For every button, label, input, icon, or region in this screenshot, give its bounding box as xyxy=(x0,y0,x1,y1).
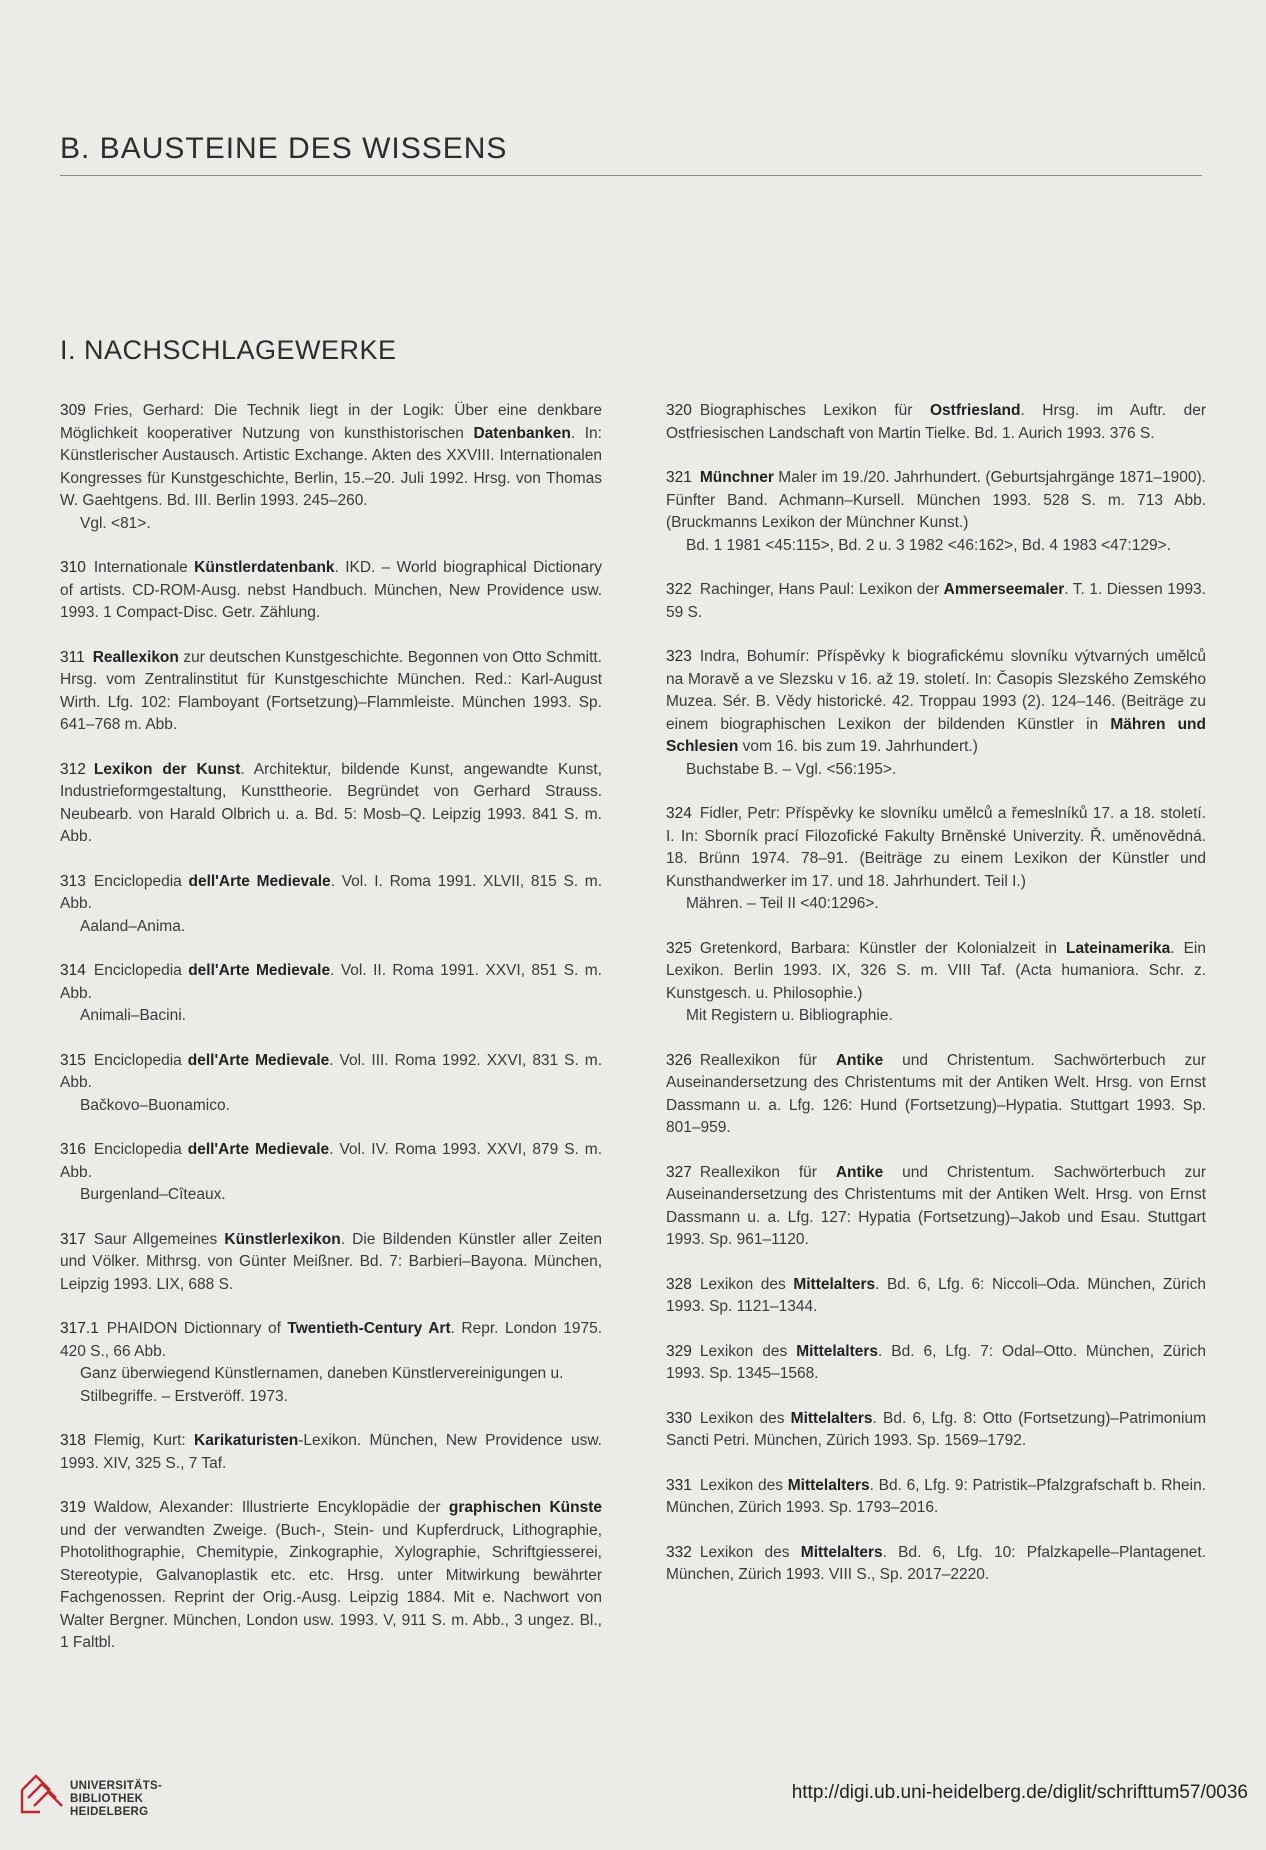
bibliography-entry xyxy=(666,467,1206,557)
bibliography-entry xyxy=(60,960,602,1028)
entry-number: 312 xyxy=(60,760,86,778)
bibliography-entry xyxy=(666,400,1206,445)
entry-number: 327 xyxy=(666,1163,692,1181)
entry-keyword: dell'Arte Medievale xyxy=(187,1141,330,1158)
subsection-title: I. NACHSCHLAGEWERKE xyxy=(60,335,397,365)
entry-text: PHAIDON Dictionnary of xyxy=(106,1320,288,1337)
entry-text: Enciclopedia xyxy=(93,1051,188,1069)
entry-text: . In: Künstlerischer Austausch. Artistic Exchange. Akten des XXVIII. Internationalen Kongresses für Kunstgeschichte, Berlin, 15.–20. Juli 1992. Hrsg. von Thomas W. Gaehtgens. Bd. III. Berlin 1993. 245–260. xyxy=(60,424,602,509)
bibliography-entry xyxy=(60,759,602,849)
entry-text: . Bd. 6, Lfg. 9: Patristik–Pfalzgrafschaft b. Rhein. München, Zürich 1993. Sp. 1793–2016. xyxy=(666,1476,1207,1516)
entry-note: Mit Registern u. Bibliographie. xyxy=(686,1007,893,1024)
entry-text: Lexikon des xyxy=(699,1543,801,1561)
bibliography-entry xyxy=(60,871,602,939)
bibliography-entry xyxy=(666,1162,1206,1252)
entry-number: 326 xyxy=(666,1051,692,1069)
entry-keyword: Mittelalters xyxy=(800,1543,883,1561)
bibliography-entry xyxy=(60,400,602,535)
entry-text: . Repr. London 1975. 420 S., 66 Abb. xyxy=(60,1320,602,1360)
entry-number: 332 xyxy=(666,1543,692,1561)
bibliography-entry xyxy=(60,1430,602,1475)
entry-text: . Hrsg. im Auftr. der Ostfriesischen Landschaft von Martin Tielke. Bd. 1. Aurich 1993. 376 S. xyxy=(666,402,1206,442)
entry-note: Ganz überwiegend Künstlernamen, daneben Künstlervereinigungen u. Stilbegriffe. – Erstveröff. 1973. xyxy=(80,1365,564,1405)
entry-text: . Vol. I. Roma 1991. XLVII, 815 S. m. Abb. xyxy=(60,872,603,912)
entry-keyword: Künstlerdatenbank xyxy=(194,559,335,576)
entry-text: Internationale xyxy=(93,559,195,576)
library-name-line: BIBLIOTHEK xyxy=(70,1793,144,1805)
entry-text: Reallexikon für xyxy=(699,1163,836,1181)
bibliography-entry xyxy=(666,1050,1206,1140)
bibliography-entry xyxy=(60,1050,602,1118)
entry-text: . Bd. 6, Lfg. 8: Otto (Fortsetzung)–Patrimonium Sancti Petri. München, Zürich 1993. Sp. 1569–1792. xyxy=(666,1409,1206,1449)
entry-keyword: Mittelalters xyxy=(790,1409,873,1427)
title-rule xyxy=(60,175,1202,176)
entry-text: und der verwandten Zweige. (Buch-, Stein- und Kupferdruck, Lithographie, Photolithographie, Chemitypie, Zinkographie, Xylographie, Schriftgiesserei, Stereotypie, Galvanoplastik etc. etc. Hrsg. unter Mitwirkung bewährter Fachgenossen. Reprint der Orig.-Ausg. Leipzig 1884. Mit e. Nachwort von Walter Bergner. München, London usw. 1993. V, 911 S. m. Abb., 3 ungez. Bl., 1 Faltbl. xyxy=(60,1521,602,1651)
bibliography-entry xyxy=(60,1318,602,1408)
bibliography-entry xyxy=(60,1497,602,1655)
entry-keyword: Antike xyxy=(835,1163,884,1181)
entry-number: 325 xyxy=(666,939,692,957)
entry-number: 311 xyxy=(60,648,85,666)
entry-number: 317.1 xyxy=(60,1320,99,1337)
bibliography-entry xyxy=(666,1408,1206,1453)
entry-text: Indra, Bohumír: Příspěvky k biografickému slovníku výtvarných umělců na Moravě a ve Slezsku v 16. až 19. století. In: Časopis Slezského Zemského Muzea. Sér. B. Vědy historické. 42. Troppau 1993 (2). 124–146. (Beiträge zu einem biographischen Lexikon der bildenden Künstler in xyxy=(666,648,1206,733)
entry-keyword: graphischen Künste xyxy=(448,1499,602,1516)
bibliography-entry xyxy=(666,579,1206,624)
entry-keyword: dell'Arte Medievale xyxy=(188,962,331,979)
entry-text: vom 16. bis zum 19. Jahrhundert.) xyxy=(738,738,978,755)
bibliography-entry xyxy=(666,646,1206,781)
entry-note: Mähren. – Teil II <40:1296>. xyxy=(686,895,879,912)
entry-number: 313 xyxy=(60,872,86,890)
entry-text: und Christentum. Sachwörterbuch zur Auseinandersetzung des Christentums mit der Antiken Welt. Hrsg. von Ernst Dassmann u. a. Lfg. 126: Hund (Fortsetzung)–Hypatia. Stuttgart 1993. Sp. 801–959. xyxy=(666,1051,1207,1136)
entry-number: 331 xyxy=(666,1476,692,1494)
entry-text: Rachinger, Hans Paul: Lexikon der xyxy=(699,581,944,598)
entry-text: . Vol. III. Roma 1992. XXVI, 831 S. m. Abb. xyxy=(60,1051,603,1091)
entry-text: Enciclopedia xyxy=(93,872,189,890)
entry-number: 314 xyxy=(60,962,86,979)
entry-text: Gretenkord, Barbara: Künstler der Kolonialzeit in xyxy=(699,939,1066,957)
entry-note: Buchstabe B. – Vgl. <56:195>. xyxy=(686,760,897,778)
entry-note: Bd. 1 1981 <45:115>, Bd. 2 u. 3 1982 <46:162>, Bd. 4 1983 <47:129>. xyxy=(686,536,1171,554)
source-url-link[interactable]: http://digi.ub.uni-heidelberg.de/diglit/schrifttum57/0036 xyxy=(791,1782,1248,1803)
entry-number: 321 xyxy=(666,469,692,486)
entry-number: 317 xyxy=(60,1230,86,1248)
bibliography-entry xyxy=(666,1274,1206,1319)
entry-keyword: Datenbanken xyxy=(473,424,571,442)
entry-text: . Ein Lexikon. Berlin 1993. IX, 326 S. m. VIII Taf. (Acta humaniora. Schr. z. Kunstgesch. u. Philosophie.) xyxy=(666,939,1206,1002)
bibliography-entry xyxy=(60,1229,602,1297)
entry-text: Lexikon des xyxy=(699,1275,794,1293)
entry-text: Lexikon des xyxy=(699,1342,797,1360)
entry-number: 310 xyxy=(60,559,86,576)
library-name-line: HEIDELBERG xyxy=(70,1806,149,1818)
entry-note: Animali–Bacini. xyxy=(80,1007,186,1024)
entry-number: 328 xyxy=(666,1275,692,1293)
entry-keyword: Karikaturisten xyxy=(194,1432,299,1449)
left-column xyxy=(60,400,602,1677)
bibliography-entry xyxy=(666,1542,1206,1587)
entry-text: . Architektur, bildende Kunst, angewandte Kunst, Industrieformgestaltung, Kunsttheorie. Begründet von Gerhard Strauss. Neubearb. von Harald Olbrich u. a. Bd. 5: Mosb–Q. Leipzig 1993. 841 S. m. Abb. xyxy=(60,760,602,845)
entry-keyword: Ammerseemaler xyxy=(943,581,1065,598)
entry-text: . IKD. – World biographical Dictionary of artists. CD-ROM-Ausg. nebst Handbuch. München, New Providence usw. 1993. 1 Compact-Disc. Getr. Zählung. xyxy=(60,559,602,621)
entry-keyword: Reallexikon xyxy=(92,648,179,666)
bibliography-entry xyxy=(666,1341,1206,1386)
entry-number: 323 xyxy=(666,648,692,665)
bibliography-entry xyxy=(60,557,602,625)
entry-text: . Die Bildenden Künstler aller Zeiten und Völker. Mithrsg. von Günter Meißner. Bd. 7: Barbieri–Bayona. München, Leipzig 1993. LIX, 688 S. xyxy=(60,1230,602,1293)
ub-heidelberg-logo-icon xyxy=(18,1772,64,1818)
entry-number: 330 xyxy=(666,1409,692,1427)
library-name-line: UNIVERSITÄTS- xyxy=(70,1780,163,1792)
entry-keyword: Lexikon der Kunst xyxy=(93,760,241,778)
entry-text: . Bd. 6, Lfg. 6: Niccoli–Oda. München, Zürich 1993. Sp. 1121–1344. xyxy=(666,1275,1206,1315)
entry-keyword: Münchner xyxy=(699,469,774,486)
entry-text: Waldow, Alexander: Illustrierte Encyklopädie der xyxy=(93,1499,449,1516)
entry-text: . T. 1. Diessen 1993. 59 S. xyxy=(666,581,1206,621)
entry-number: 318 xyxy=(60,1432,86,1449)
entry-text: Maler im 19./20. Jahrhundert. (Geburtsjahrgänge 1871–1900). Fünfter Band. Achmann–Kursell. München 1993. 528 S. m. 713 Abb. (Bruckmanns Lexikon der Münchner Kunst.) xyxy=(666,469,1206,531)
entry-note: Aaland–Anima. xyxy=(80,917,186,935)
entry-text: . Vol. II. Roma 1991. XXVI, 851 S. m. Abb. xyxy=(60,962,602,1002)
entry-text: und Christentum. Sachwörterbuch zur Auseinandersetzung des Christentums mit der Antiken Welt. Hrsg. von Ernst Dassmann u. a. Lfg. 127: Hypatia (Fortsetzung)–Jakob und Esau. Stuttgart 1993. Sp. 961–1120. xyxy=(666,1163,1207,1248)
entry-keyword: Ostfriesland xyxy=(929,402,1021,419)
bibliography-entry xyxy=(60,1139,602,1207)
entry-number: 320 xyxy=(666,402,692,419)
entry-text: . Bd. 6, Lfg. 10: Pfalzkapelle–Plantagenet. München, Zürich 1993. VIII S., Sp. 2017–2220. xyxy=(666,1543,1206,1583)
entry-text: Saur Allgemeines xyxy=(93,1230,225,1248)
entry-note: Burgenland–Cîteaux. xyxy=(80,1186,226,1203)
bibliography-entry xyxy=(666,803,1206,916)
entry-text: Fries, Gerhard: Die Technik liegt in der Logik: Über eine denkbare Möglichkeit kooperativer Nutzung von kunsthistorischen xyxy=(60,402,602,442)
library-name xyxy=(70,1780,162,1819)
entry-keyword: Mähren und Schlesien xyxy=(666,715,1206,755)
entry-keyword: Mittelalters xyxy=(787,1476,870,1494)
bibliography-entry xyxy=(666,1475,1206,1520)
entry-keyword: Mittelalters xyxy=(796,1342,879,1360)
entry-text: Fidler, Petr: Příspěvky ke slovníku umělců a řemeslníků 17. a 18. století. I. In: Sborník prací Filozofické Fakulty Brněnské Univerzity. Ř. uměnovědná. 18. Brünn 1974. 78–91. (Beiträge zu einem Lexikon der Künstler und Kunsthandwerker im 17. und 18. Jahrhundert. Teil I.) xyxy=(666,805,1206,890)
entry-number: 322 xyxy=(666,581,692,598)
entry-keyword: Künstlerlexikon xyxy=(224,1230,341,1248)
entry-keyword: dell'Arte Medievale xyxy=(187,1051,330,1069)
entry-text: zur deutschen Kunstgeschichte. Begonnen von Otto Schmitt. Hrsg. vom Zentralinstitut für Kunstgeschichte München. Red.: Karl-August Wirth. Lfg. 102: Flamboyant (Fortsetzung)–Flammleiste. München 1993. Sp. 641–768 m. Abb. xyxy=(60,648,602,733)
entry-text: Enciclopedia xyxy=(93,962,189,979)
entry-text: -Lexikon. München, New Providence usw. 1993. XIV, 325 S., 7 Taf. xyxy=(60,1432,602,1472)
bibliography-entry xyxy=(666,938,1206,1028)
entry-note: Bačkovo–Buonamico. xyxy=(80,1096,230,1114)
entry-text: . Bd. 6, Lfg. 7: Odal–Otto. München, Zürich 1993. Sp. 1345–1568. xyxy=(666,1342,1207,1382)
entry-text: . Vol. IV. Roma 1993. XXVI, 879 S. m. Abb. xyxy=(60,1141,603,1181)
entry-number: 315 xyxy=(60,1051,86,1069)
entry-number: 329 xyxy=(666,1342,692,1360)
entry-keyword: Mittelalters xyxy=(793,1275,876,1293)
entry-number: 309 xyxy=(60,402,86,419)
entry-keyword: Antike xyxy=(835,1051,884,1069)
entry-text: Lexikon des xyxy=(699,1409,791,1427)
entry-text: Lexikon des xyxy=(699,1476,788,1494)
entry-keyword: Lateinamerika xyxy=(1066,939,1171,957)
entry-text: Biographisches Lexikon für xyxy=(699,402,930,419)
bibliography-entry xyxy=(60,647,602,737)
entry-text: Flemig, Kurt: xyxy=(93,1432,195,1449)
entry-keyword: Twentieth-Century Art xyxy=(287,1320,451,1337)
right-column xyxy=(666,400,1206,1609)
entry-number: 324 xyxy=(666,805,692,822)
section-title: B. BAUSTEINE DES WISSENS xyxy=(60,132,508,165)
entry-number: 316 xyxy=(60,1141,86,1158)
entry-keyword: dell'Arte Medievale xyxy=(188,872,331,890)
footer xyxy=(0,1760,1266,1850)
entry-number: 319 xyxy=(60,1499,86,1516)
entry-note: Vgl. <81>. xyxy=(80,514,151,532)
entry-text: Reallexikon für xyxy=(699,1051,836,1069)
entry-text: Enciclopedia xyxy=(93,1141,188,1158)
